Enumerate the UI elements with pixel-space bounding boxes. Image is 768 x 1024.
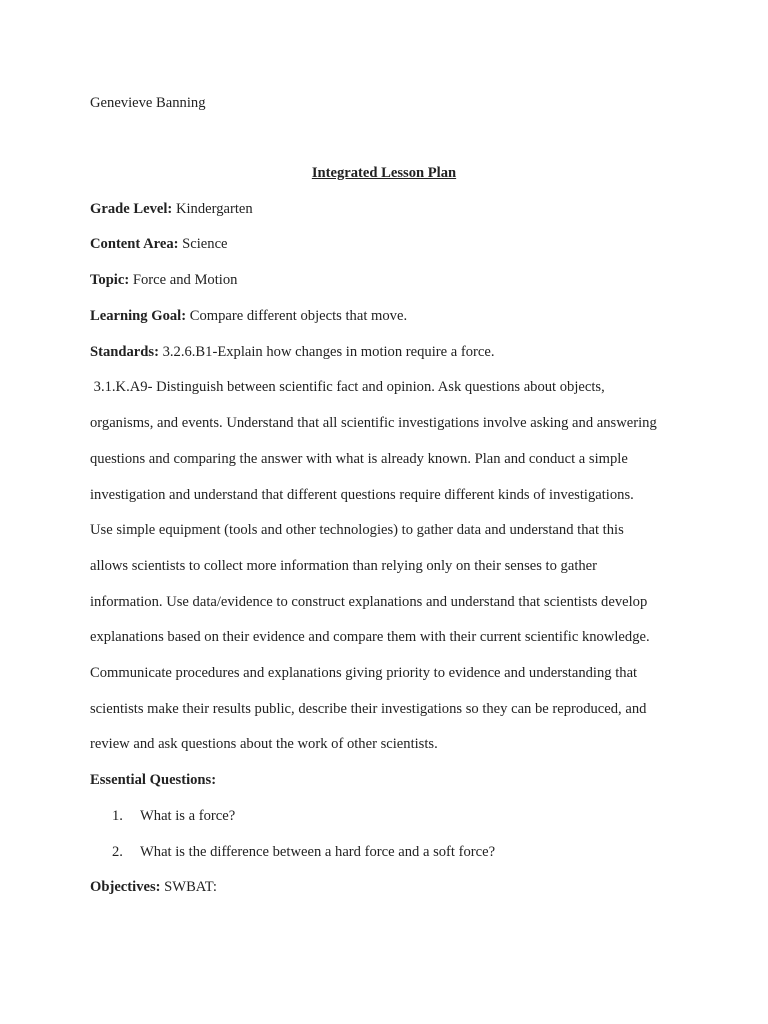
standards-paragraph-line: 3.1.K.A9- Distinguish between scientific fact and opinion. Ask questions about objects, bbox=[90, 379, 605, 395]
objectives-value: SWBAT: bbox=[164, 879, 217, 895]
grade-level-line bbox=[90, 199, 253, 219]
list-item-text: What is a force? bbox=[140, 808, 236, 824]
list-item-number: 1. bbox=[112, 808, 123, 824]
standards-paragraph-line: investigation and understand that different questions require different kinds of investigations. bbox=[90, 487, 634, 503]
learning-goal-value: Compare different objects that move. bbox=[189, 308, 408, 324]
topic-line bbox=[90, 270, 237, 290]
standards-value: 3.2.6.B1-Explain how changes in motion require a force. bbox=[162, 344, 495, 360]
standards-paragraph-line: organisms, and events. Understand that all scientific investigations involve asking and answering bbox=[90, 415, 657, 431]
essential-questions-label: Essential Questions: bbox=[90, 772, 217, 788]
topic-value: Force and Motion bbox=[132, 272, 238, 288]
standards-paragraph-line: explanations based on their evidence and compare them with their current scientific knowledge. bbox=[90, 629, 650, 645]
standards-paragraph-line: information. Use data/evidence to construct explanations and understand that scientists develop bbox=[90, 594, 648, 610]
standards-paragraph-line: allows scientists to collect more information than relying only on their senses to gather bbox=[90, 558, 598, 574]
list-item-text: What is the difference between a hard force and a soft force? bbox=[140, 844, 496, 860]
standards-paragraph-line: questions and comparing the answer with what is already known. Plan and conduct a simple bbox=[90, 451, 628, 467]
page-title: Integrated Lesson Plan bbox=[311, 165, 457, 181]
author-name: Genevieve Banning bbox=[90, 95, 206, 111]
content-area-value: Science bbox=[182, 236, 228, 252]
content-area-label: Content Area: bbox=[90, 236, 179, 252]
standards-line bbox=[90, 342, 495, 362]
learning-goal-line bbox=[90, 306, 407, 326]
list-item-number: 2. bbox=[112, 844, 123, 860]
standards-paragraph-line: Use simple equipment (tools and other technologies) to gather data and understand that this bbox=[90, 522, 624, 538]
standards-paragraph-line: review and ask questions about the work of other scientists. bbox=[90, 736, 438, 752]
content-area-line bbox=[90, 234, 228, 254]
learning-goal-label: Learning Goal: bbox=[90, 308, 187, 324]
standards-label: Standards: bbox=[90, 344, 159, 360]
objectives-label: Objectives: bbox=[90, 879, 161, 895]
standards-paragraph-line: Communicate procedures and explanations giving priority to evidence and understanding that bbox=[90, 665, 638, 681]
grade-level-label: Grade Level: bbox=[90, 201, 173, 217]
topic-label: Topic: bbox=[90, 272, 130, 288]
grade-level-value: Kindergarten bbox=[175, 201, 253, 217]
standards-paragraph-line: scientists make their results public, describe their investigations so they can be reproduced, and bbox=[90, 701, 647, 717]
objectives-line bbox=[90, 877, 217, 897]
